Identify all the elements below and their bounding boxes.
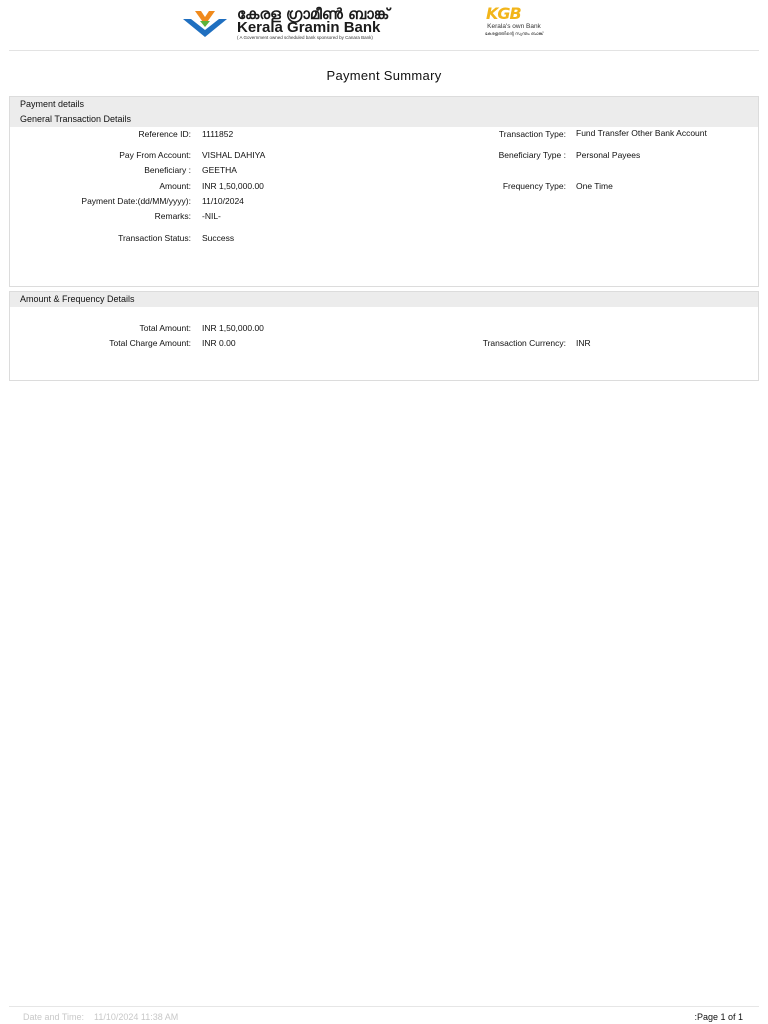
kgb-logo-subtitle: Kerala's own Bank bbox=[487, 23, 541, 30]
general-transaction-details-header: General Transaction Details bbox=[10, 112, 758, 127]
pay-from-account-label: Pay From Account: bbox=[119, 150, 191, 160]
payment-date-label: Payment Date:(dd/MM/yyyy): bbox=[81, 196, 191, 206]
amount-value: INR 1,50,000.00 bbox=[202, 181, 264, 191]
payment-details-panel bbox=[9, 96, 759, 287]
frequency-type-value: One Time bbox=[576, 181, 613, 191]
reference-id-value: 1111852 bbox=[202, 129, 234, 139]
bank-emblem-icon bbox=[181, 7, 229, 39]
total-amount-value: INR 1,50,000.00 bbox=[202, 323, 264, 333]
footer-date-time-label: Date and Time: bbox=[23, 1012, 85, 1022]
brand-name-malayalam: കേരള ഗ്രാമീൺ ബാങ്ക് bbox=[237, 5, 390, 23]
beneficiary-type-value: Personal Payees bbox=[576, 150, 641, 160]
total-charge-amount-label: Total Charge Amount: bbox=[109, 338, 191, 348]
beneficiary-label: Beneficiary : bbox=[144, 165, 191, 175]
transaction-currency-label: Transaction Currency: bbox=[482, 338, 566, 348]
brand-tagline: ( A Government owned scheduled bank sponsored by Canara Bank) bbox=[237, 35, 373, 40]
footer-divider bbox=[9, 1006, 759, 1007]
kgb-logo bbox=[474, 4, 558, 40]
brand-name-english: Kerala Gramin Bank bbox=[237, 19, 381, 36]
remarks-value: -NIL- bbox=[202, 211, 221, 221]
pay-from-account-value: VISHAL DAHIYA bbox=[202, 150, 266, 160]
transaction-type-value: Fund Transfer Other Bank Account bbox=[576, 127, 707, 138]
frequency-type-label: Frequency Type: bbox=[502, 181, 566, 191]
beneficiary-value: GEETHA bbox=[202, 165, 237, 175]
amount-label: Amount: bbox=[159, 181, 191, 191]
kgb-logo-letters: KGB bbox=[486, 4, 521, 23]
reference-id-label: Reference ID: bbox=[138, 129, 191, 139]
total-amount-label: Total Amount: bbox=[139, 323, 191, 333]
total-charge-amount-value: INR 0.00 bbox=[202, 338, 236, 348]
beneficiary-type-label: Beneficiary Type : bbox=[498, 150, 566, 160]
amount-frequency-panel bbox=[9, 291, 759, 381]
transaction-currency-value: INR bbox=[576, 338, 591, 348]
footer-date-time-value: 11/10/2024 11:38 AM bbox=[94, 1012, 179, 1022]
page-header bbox=[0, 0, 768, 50]
payment-details-header: Payment details bbox=[10, 97, 758, 112]
footer-page-number: :Page 1 of 1 bbox=[694, 1012, 743, 1022]
transaction-status-label: Transaction Status: bbox=[118, 233, 191, 243]
remarks-label: Remarks: bbox=[154, 211, 191, 221]
transaction-status-value: Success bbox=[202, 233, 235, 243]
header-divider bbox=[9, 50, 759, 51]
footer-date-time bbox=[23, 1012, 178, 1022]
page-title: Payment Summary bbox=[326, 68, 442, 83]
payment-date-value: 11/10/2024 bbox=[202, 196, 244, 206]
kgb-logo-subtitle-malayalam: കേരളത്തിന്റെ സ്വന്തം ബാങ്ക് bbox=[484, 31, 544, 36]
amount-frequency-header: Amount & Frequency Details bbox=[10, 292, 758, 307]
transaction-type-label: Transaction Type: bbox=[498, 129, 566, 139]
kerala-gramin-bank-logo bbox=[181, 6, 451, 42]
